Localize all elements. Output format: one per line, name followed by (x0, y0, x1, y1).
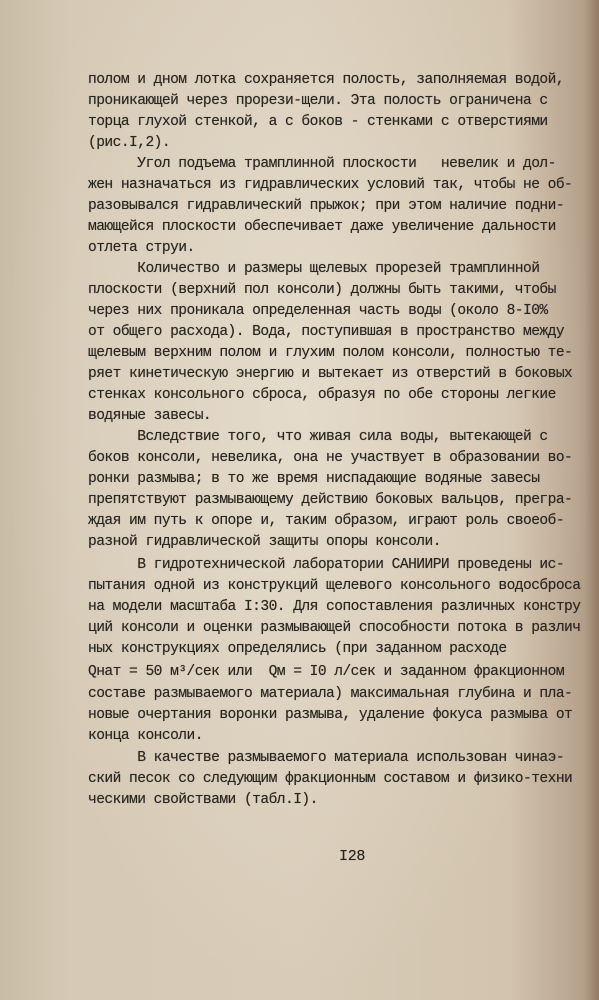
text-line: жен назначаться из гидравлических условий так, чтобы не об- (88, 177, 573, 193)
text-line: конца консоли. (88, 728, 203, 744)
page-number: I28 (339, 848, 366, 865)
text-line: пытания одной из конструкций щелевого консольного водосброса (88, 578, 581, 594)
text-line: ряет кинетическую энергию и вытекает из отверстий в боковых (88, 366, 573, 382)
text-line: полом и дном лотка сохраняется полость, заполняемая водой, (88, 72, 565, 88)
text-line: В гидротехнической лаборатории САНИИРИ проведены ис- (88, 557, 565, 573)
text-line: водяные завесы. (88, 408, 212, 424)
text-line: боков консоли, невелика, она не участвует в образовании во- (88, 450, 573, 466)
text-line: разной гидравлической защиты опоры консоли. (88, 534, 441, 550)
text-line: проникающей через прорези-щели. Эта полость ограничена с (88, 93, 548, 109)
text-line: на модели масштаба I:30. Для сопоставления различных констру (88, 599, 581, 615)
text-line: мающейся плоскости обеспечивает даже увеличение дальности (88, 219, 556, 235)
text-line: разовывался гидравлический прыжок; при этом наличие подни- (88, 198, 565, 214)
text-line: Вследствие того, что живая сила воды, вытекающей с (88, 429, 548, 445)
text-line: ций консоли и оценки размывающей способности потока в различ (88, 620, 581, 636)
text-line: (рис.I,2). (88, 135, 171, 151)
text-line: препятствуют размывающему действию боковых вальцов, прегра- (88, 492, 573, 508)
text-line: ронки размыва; в то же время ниспадающие водяные завесы (88, 471, 540, 487)
text-line: В качестве размываемого материала использован чинаэ- (88, 750, 565, 766)
text-line: ский песок со следующим фракционным составом и физико-техни (88, 771, 573, 787)
text-line: Угол подъема трамплинной плоскости невелик и дол- (88, 156, 556, 172)
text-line: ческими свойствами (табл.I). (88, 792, 318, 808)
text-line: торца глухой стенкой, а с боков - стенками с отверстиями (88, 114, 548, 130)
text-line: от общего расхода). Вода, поступившая в пространство между (88, 324, 565, 340)
text-line: ных конструкциях определялись (при заданном расходе (88, 641, 507, 657)
text-line: Количество и размеры щелевых прорезей трамплинной (88, 261, 540, 277)
text-line: через них проникала определенная часть воды (около 8-I0% (88, 303, 548, 319)
text-line: отлета струи. (88, 240, 195, 256)
text-line: Qнат = 50 м³/сек или Qм = I0 л/сек и заданном фракционном (88, 664, 565, 680)
text-line: плоскости (верхний пол консоли) должны быть такими, чтобы (88, 282, 556, 298)
page-edge-shadow (585, 0, 599, 1000)
text-line: составе размываемого материала) максимальная глубина и пла- (88, 686, 573, 702)
text-line: новые очертания воронки размыва, удаление фокуса размыва от (88, 707, 573, 723)
text-line: ждая им путь к опоре и, таким образом, играют роль своеоб- (88, 513, 565, 529)
text-line: щелевым верхним полом и глухим полом консоли, полностью те- (88, 345, 573, 361)
text-line: стенках консольного сброса, образуя по обе стороны легкие (88, 387, 556, 403)
